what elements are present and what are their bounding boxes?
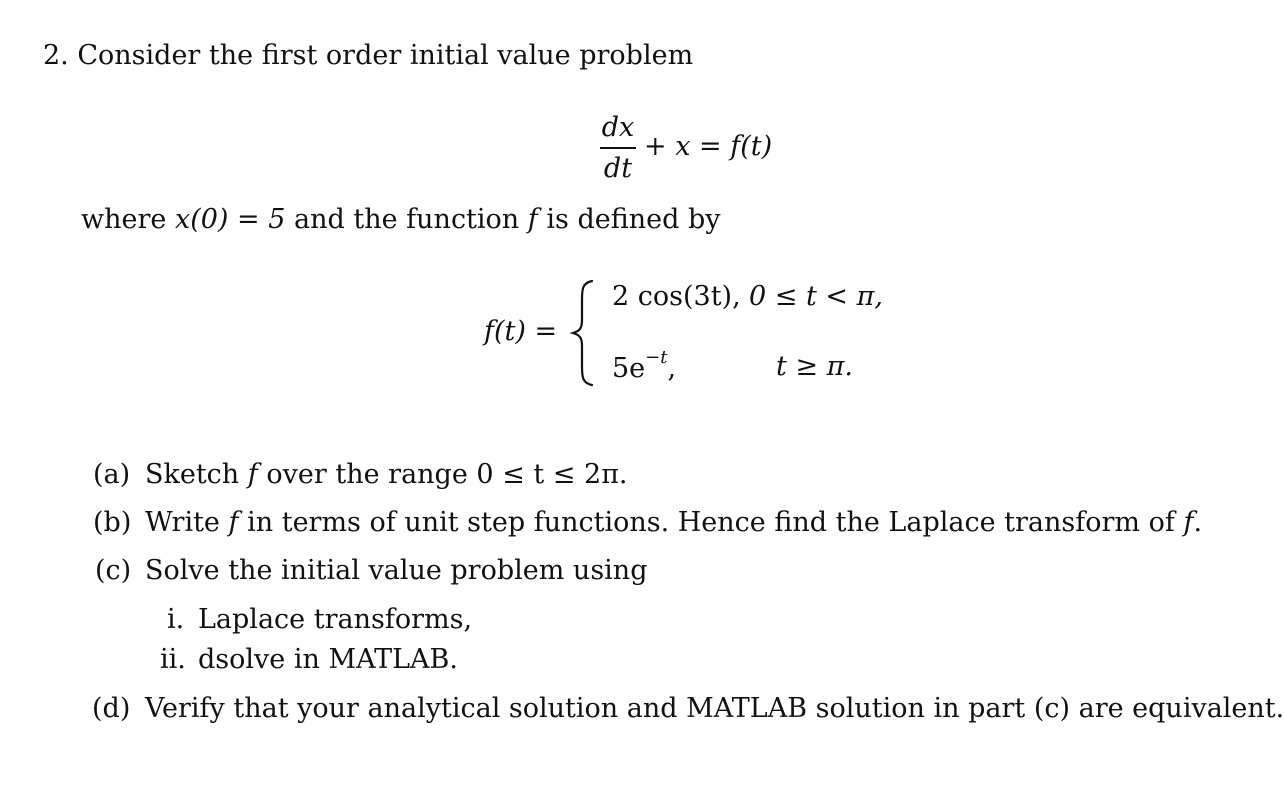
piecewise-lhs: f(t) = xyxy=(484,316,558,347)
ode-rest: + x = f(t) xyxy=(644,131,773,162)
subpart-i-label: i. xyxy=(167,604,185,635)
subpart-ii-label: ii. xyxy=(160,644,186,675)
case2-comma: , xyxy=(667,353,677,384)
part-d-text: Verify that your analytical solution and MATLAB solution in part (c) are equivalent. xyxy=(145,693,1284,724)
problem-number: 2. xyxy=(43,40,69,71)
where-suffix: is defined by xyxy=(546,204,721,235)
where-mid: and the function xyxy=(294,204,520,235)
where-line xyxy=(81,206,721,233)
part-a-label: (a) xyxy=(93,459,131,490)
case2-cond: t ≥ π. xyxy=(776,351,853,382)
ode-fraction xyxy=(600,114,636,182)
initial-condition: x(0) = 5 xyxy=(174,204,286,235)
part-a-text: Sketch f over the range 0 ≤ t ≤ 2π. xyxy=(145,459,628,490)
fraction-bar xyxy=(600,147,636,149)
part-c-label: (c) xyxy=(95,555,132,586)
case2-exponent: −t xyxy=(645,347,668,368)
part-d-label: (d) xyxy=(92,693,131,724)
case2-base: 5e xyxy=(612,353,646,384)
ode-denominator: dt xyxy=(603,152,633,184)
ode-numerator: dx xyxy=(601,112,635,143)
case2-expr xyxy=(612,347,677,384)
case1-cond: 0 ≤ t < π, xyxy=(749,281,883,312)
where-f: f xyxy=(527,204,538,235)
part-c-text: Solve the initial value problem using xyxy=(145,555,648,586)
problem-heading xyxy=(43,42,693,69)
subpart-i-text: Laplace transforms, xyxy=(198,604,473,635)
part-b-label: (b) xyxy=(93,507,132,538)
where-prefix: where xyxy=(81,204,167,235)
left-brace-icon xyxy=(570,278,596,388)
part-b-text: Write f in terms of unit step functions. Hence find the Laplace transform of f. xyxy=(145,507,1203,538)
case1-expr: 2 cos(3t), xyxy=(612,281,741,312)
subpart-ii-text: dsolve in MATLAB. xyxy=(198,644,458,675)
problem-intro: Consider the first order initial value problem xyxy=(77,40,694,71)
